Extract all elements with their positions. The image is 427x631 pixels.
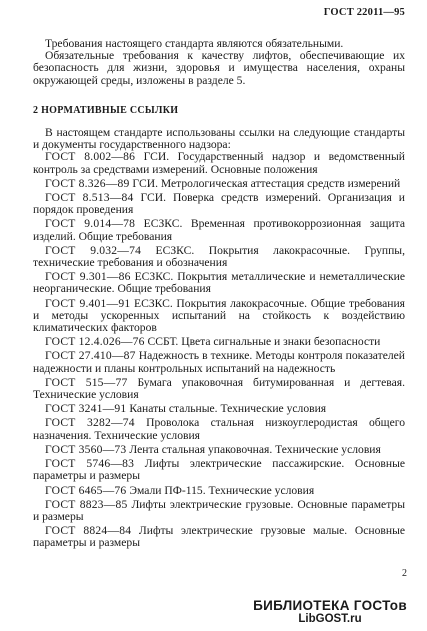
reference-title: ЕСЗКС. Покрытия металлические и неметаллические неорганические. Общие требования: [33, 270, 405, 296]
reference-code: ГОСТ 8824—84: [45, 524, 132, 538]
reference-item: [33, 151, 405, 175]
reference-code: ГОСТ 3241—91: [45, 402, 127, 416]
reference-item: [33, 499, 405, 523]
reference-title: Лифты электрические пассажирские. Основные параметры и размеры: [33, 457, 406, 483]
reference-title: Надежность в технике. Методы контроля показателей надежности и планы контрольных испытаний на надежность: [33, 349, 405, 375]
reference-title: Лифты электрические грузовые малые. Основные параметры и размеры: [33, 524, 405, 550]
intro-paragraph-1: Требования настоящего стандарта являются обязательными.: [45, 37, 344, 50]
reference-code: ГОСТ 5746—83: [45, 457, 135, 471]
reference-item: [33, 178, 405, 190]
reference-item: [33, 218, 405, 242]
watermark-logo[interactable]: [240, 598, 420, 625]
reference-item: [33, 458, 405, 482]
reference-title: ГСИ. Поверка средств измерений. Организация и порядок проведения: [33, 191, 406, 217]
document-header: ГОСТ 22011—95: [323, 7, 405, 18]
reference-item: [33, 350, 405, 374]
reference-code: ГОСТ 27.410—87: [45, 349, 136, 363]
reference-title: Проволока стальная низкоуглеродистая общего назначения. Технические условия: [33, 416, 405, 442]
reference-item: [33, 336, 405, 348]
reference-title: ГСИ. Государственный надзор и ведомственный контроль за средствами измерений. Основные положения: [33, 150, 405, 176]
reference-code: ГОСТ 3560—73: [45, 442, 127, 456]
reference-item: [33, 403, 405, 415]
reference-item: [33, 245, 405, 269]
reference-item: [33, 377, 405, 401]
section-lead: В настоящем стандарте использованы ссылки на следующие стандарты и документы государственного надзора:: [33, 126, 405, 152]
reference-code: ГОСТ 12.4.026—76: [45, 335, 145, 349]
reference-code: ГОСТ 8823—85: [45, 497, 128, 511]
reference-code: ГОСТ 515—77: [45, 375, 128, 389]
reference-item: [33, 485, 405, 497]
reference-title: ССБТ. Цвета сигнальные и знаки безопасности: [147, 335, 381, 349]
reference-code: ГОСТ 6465—76: [45, 483, 127, 497]
reference-list: [33, 151, 405, 549]
reference-title: Лента стальная упаковочная. Технические условия: [129, 442, 381, 456]
reference-title: ЕСЗКС. Покрытия лакокрасочные. Группы, технические требования и обозначения: [33, 243, 405, 270]
reference-item: [33, 525, 405, 549]
page-number: 2: [402, 568, 407, 579]
reference-title: Лифты электрические грузовые. Основные параметры и размеры: [33, 497, 405, 523]
reference-code: ГОСТ 9.301—86: [45, 270, 131, 284]
reference-code: ГОСТ 9.032—74: [45, 243, 142, 257]
section-title: 2 НОРМАТИВНЫЕ ССЫЛКИ: [33, 104, 179, 116]
reference-item: [33, 417, 405, 441]
reference-title: ЕСЗКС. Покрытия лакокрасочные. Общие требования и методы ускоренных испытаний на стойкость к воздействию климатических факторов: [33, 296, 405, 335]
reference-code: ГОСТ 8.326—89: [45, 176, 130, 190]
reference-title: Эмали ПФ-115. Технические условия: [129, 483, 315, 497]
reference-title: Канаты стальные. Технические условия: [129, 402, 327, 416]
reference-code: ГОСТ 9.014—78: [45, 217, 136, 231]
reference-code: ГОСТ 9.401—91: [45, 296, 131, 310]
watermark-title: БИБЛИОТЕКА ГОСТов: [253, 598, 407, 613]
reference-item: [33, 192, 405, 216]
reference-code: ГОСТ 8.513—84: [45, 191, 134, 205]
intro-paragraph-2: Обязательные требования к качеству лифтов, обеспечивающие их безопасность для жизни, здоровья и имущества населения, охраны окружающей среды, изложены в разделе 5.: [33, 49, 405, 87]
reference-item: [33, 298, 405, 335]
reference-item: [33, 444, 405, 456]
reference-title: ЕСЗКС. Временная противокоррозионная защита изделий. Общие требования: [33, 217, 405, 243]
reference-item: [33, 271, 405, 295]
reference-title: ГСИ. Метрологическая аттестация средств измерений: [132, 176, 401, 190]
reference-title: Бумага упаковочная битумированная и дегтевая. Технические условия: [33, 375, 406, 402]
reference-code: ГОСТ 8.002—86: [45, 150, 136, 164]
watermark-url: LibGOST.ru: [298, 613, 362, 625]
reference-code: ГОСТ 3282—74: [45, 416, 135, 430]
page-content: [33, 38, 405, 552]
